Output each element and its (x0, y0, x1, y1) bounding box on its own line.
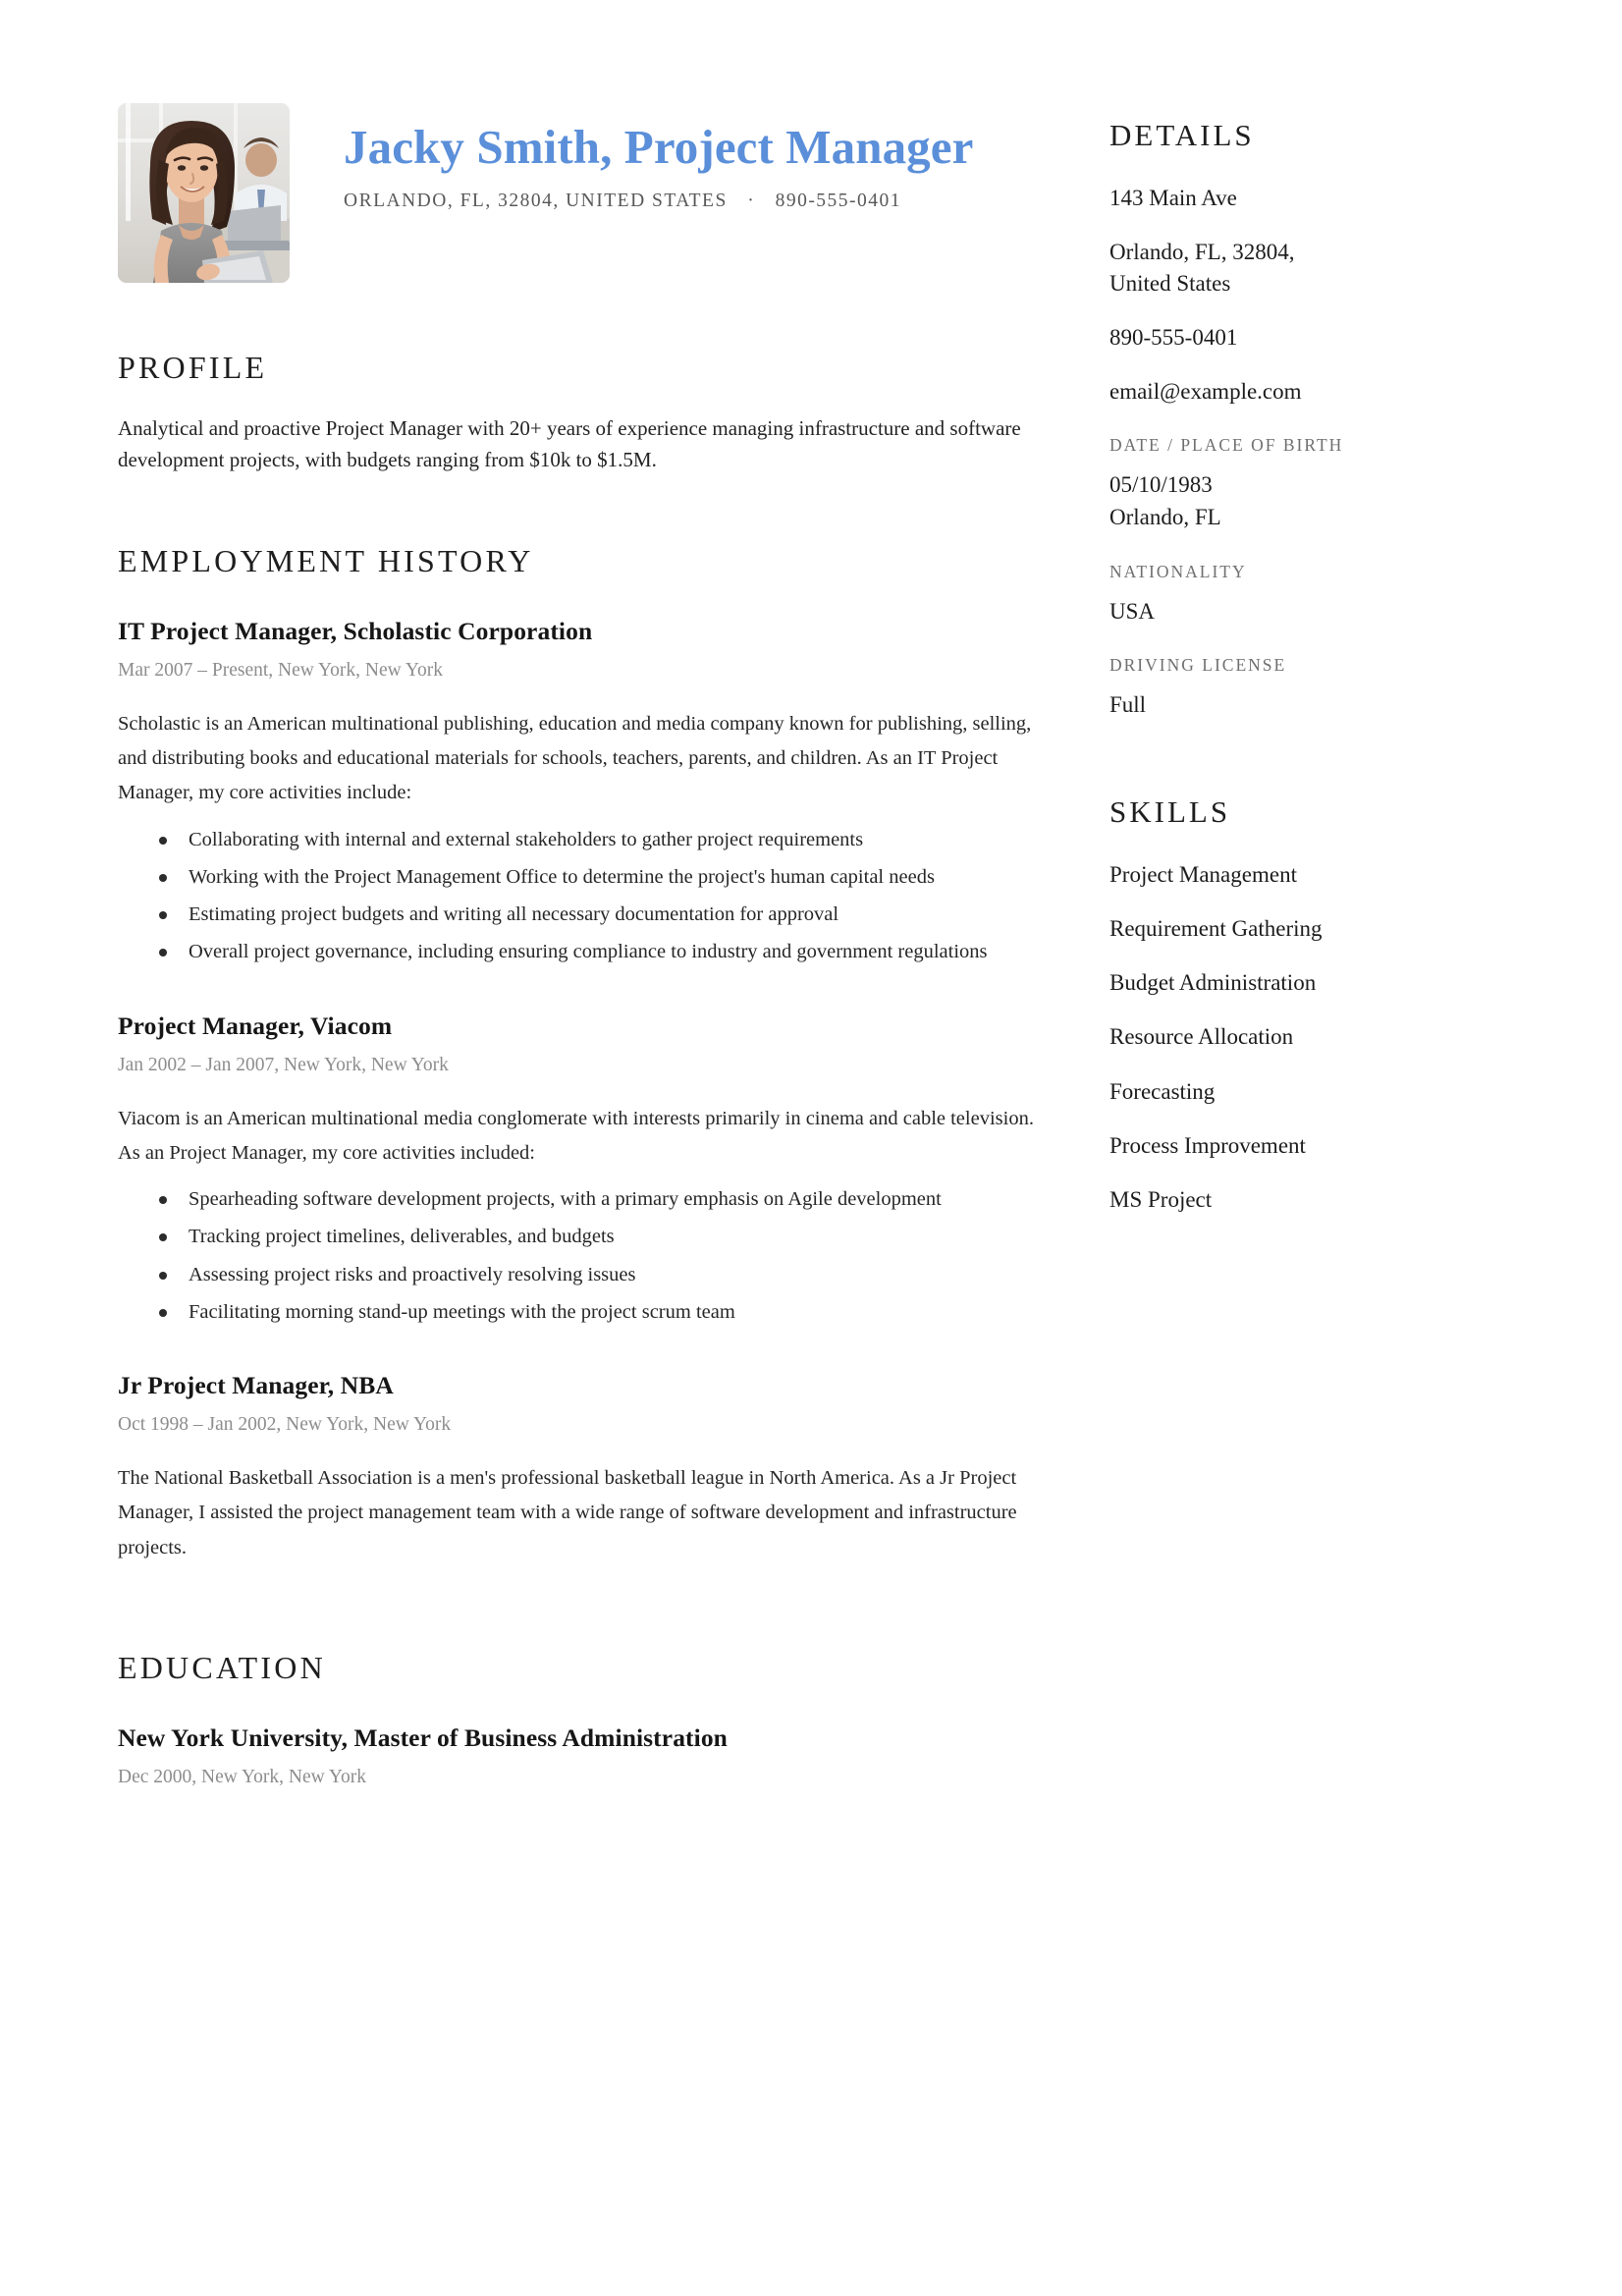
list-item: Facilitating morning stand-up meetings with the project scrum team (159, 1295, 1041, 1330)
job-meta: Jan 2002 – Jan 2007, New York, New York (118, 1054, 449, 1075)
list-item: Tracking project timelines, deliverables, and budgets (159, 1220, 1041, 1254)
job-description: Viacom is an American multinational media conglomerate with interests primarily in cinema and cable television. As an Project Manager, my core activities included: (118, 1107, 1034, 1164)
list-item: Spearheading software development projects, with a primary emphasis on Agile development (159, 1182, 1041, 1217)
skill-item: Project Management (1109, 861, 1297, 887)
location-text: ORLANDO, FL, 32804, UNITED STATES (344, 190, 728, 211)
degree-meta: Dec 2000, New York, New York (118, 1766, 366, 1787)
job-title: Project Manager, Viacom (118, 1011, 393, 1040)
address-city: Orlando, FL, 32804, (1109, 239, 1295, 264)
education-section (118, 1650, 1041, 1788)
dob-date: 05/10/1983 (1109, 472, 1213, 498)
skill-item: Forecasting (1109, 1078, 1216, 1104)
employment-section (118, 543, 1041, 1565)
job-title: Jr Project Manager, NBA (118, 1371, 394, 1400)
education-entry (118, 1723, 1041, 1788)
list-item: Assessing project risks and proactively resolving issues (159, 1258, 1041, 1292)
details-section (1109, 118, 1502, 722)
degree-title: New York University, Master of Business Administration (118, 1722, 728, 1752)
employment-entry (118, 1011, 1041, 1331)
employment-entry (118, 1371, 1041, 1565)
sidebar-column (1109, 103, 1502, 2296)
resume-header (118, 103, 1041, 283)
page-title: Jacky Smith, Project Manager (344, 120, 974, 174)
skill-item: Resource Allocation (1109, 1024, 1294, 1050)
main-column (118, 103, 1109, 2296)
skill-item: Budget Administration (1109, 970, 1317, 996)
employment-heading: EMPLOYMENT HISTORY (118, 542, 534, 578)
address-country: United States (1109, 271, 1231, 297)
list-item: Overall project governance, including ensuring compliance to industry and government regulations (159, 935, 1041, 969)
job-bullet-list (118, 1182, 1041, 1330)
profile-section (118, 350, 1041, 476)
driving-license-value: Full (1109, 692, 1147, 718)
employment-entry (118, 617, 1041, 970)
list-item: Estimating project budgets and writing all necessary documentation for approval (159, 898, 1041, 932)
job-meta: Oct 1998 – Jan 2002, New York, New York (118, 1414, 452, 1436)
details-email: email@example.com (1109, 378, 1302, 404)
dob-place: Orlando, FL (1109, 504, 1221, 529)
details-heading: DETAILS (1109, 118, 1255, 152)
job-title: IT Project Manager, Scholastic Corporation (118, 616, 593, 645)
nationality-label: NATIONALITY (1109, 561, 1247, 581)
contact-separator: · (747, 190, 756, 211)
details-phone: 890-555-0401 (1109, 324, 1238, 350)
job-description: Scholastic is an American multinational publishing, education and media company known for publishing, selling, and distributing books and educational materials for schools, teachers, parents, and children. As an IT Project Manager, my core activities include: (118, 712, 1032, 804)
skills-heading: SKILLS (1109, 793, 1231, 829)
profile-heading: PROFILE (118, 350, 268, 385)
nationality-value: USA (1109, 598, 1156, 624)
dob-label: DATE / PLACE OF BIRTH (1109, 435, 1344, 456)
skill-item: MS Project (1109, 1187, 1213, 1213)
skill-item: Process Improvement (1109, 1132, 1306, 1158)
skills-section (1109, 794, 1502, 1216)
address-street: 143 Main Ave (1109, 186, 1237, 210)
phone-text: 890-555-0401 (775, 190, 902, 211)
header-text-block (290, 103, 1041, 212)
profile-photo (118, 103, 290, 283)
job-description: The National Basketball Association is a men's professional basketball league in North America. As a Jr Project Manager, I assisted the project management team with a wide range of software development and infrastructure projects. (118, 1467, 1017, 1558)
job-bullet-list (118, 823, 1041, 970)
skill-item: Requirement Gathering (1109, 916, 1323, 942)
profile-text: Analytical and proactive Project Manager with 20+ years of experience managing infrastructure and software development projects, with budgets ranging from $10k to $1.5M. (118, 416, 1021, 471)
list-item: Collaborating with internal and external stakeholders to gather project requirements (159, 823, 1041, 857)
driving-license-label: DRIVING LICENSE (1109, 655, 1287, 676)
contact-line (344, 191, 1041, 212)
education-heading: EDUCATION (118, 1649, 326, 1685)
job-meta: Mar 2007 – Present, New York, New York (118, 659, 443, 681)
list-item: Working with the Project Management Office to determine the project's human capital needs (159, 860, 1041, 895)
